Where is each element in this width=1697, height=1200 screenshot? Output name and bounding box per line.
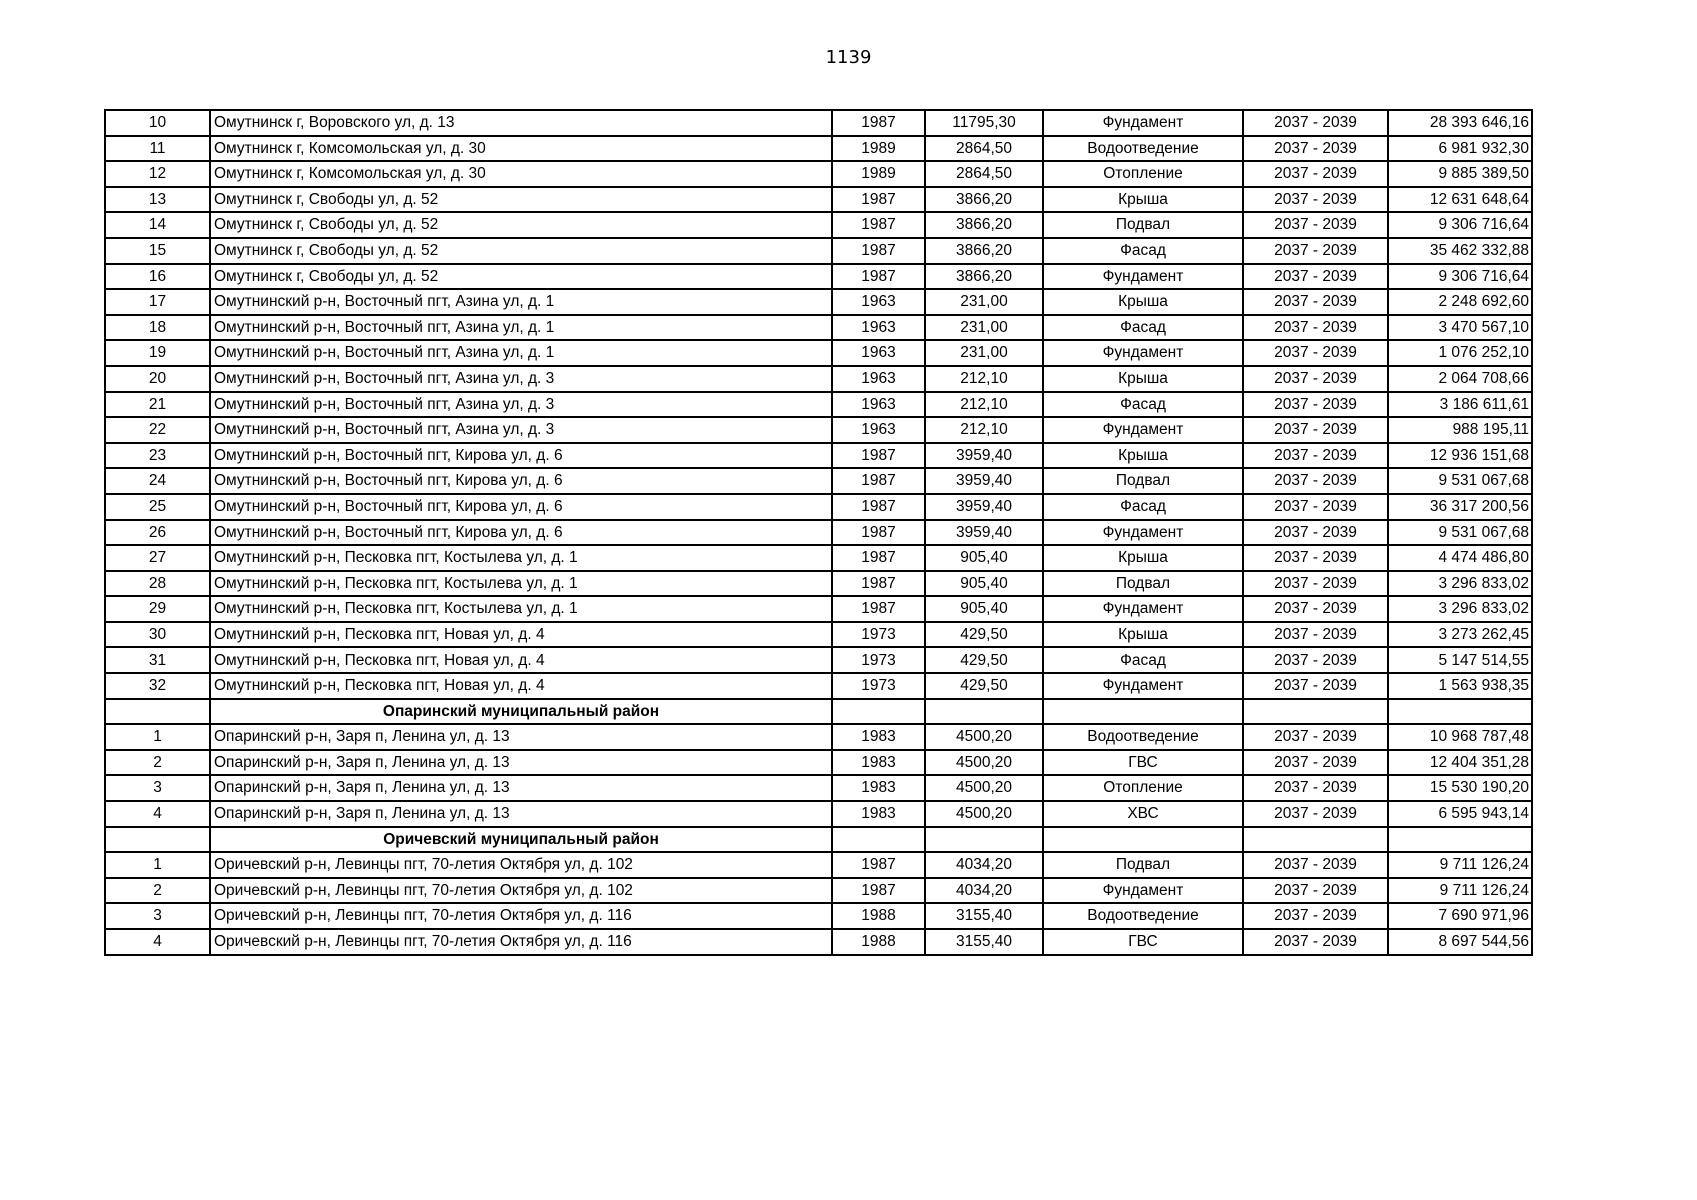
cost-cell: 2 064 708,66 — [1388, 366, 1532, 392]
period-cell: 2037 - 2039 — [1243, 443, 1388, 469]
work-type-cell: Фасад — [1043, 238, 1243, 264]
cost-cell: 8 697 544,56 — [1388, 929, 1532, 955]
cost-cell: 6 595 943,14 — [1388, 801, 1532, 827]
address-cell: Омутнинский р-н, Песковка пгт, Новая ул, д. 4 — [210, 673, 832, 699]
period-cell: 2037 - 2039 — [1243, 417, 1388, 443]
area-cell: 905,40 — [925, 571, 1043, 597]
address-cell: Омутнинский р-н, Песковка пгт, Новая ул, д. 4 — [210, 622, 832, 648]
row-number: 30 — [105, 622, 210, 648]
repair-schedule-table — [104, 109, 1533, 956]
period-cell: 2037 - 2039 — [1243, 596, 1388, 622]
table-row — [105, 315, 1532, 341]
work-type-cell: Фасад — [1043, 647, 1243, 673]
table-row — [105, 136, 1532, 162]
work-type-cell: Крыша — [1043, 289, 1243, 315]
empty-cell — [832, 699, 925, 725]
area-cell: 429,50 — [925, 622, 1043, 648]
address-cell: Омутнинск г, Комсомольская ул, д. 30 — [210, 136, 832, 162]
row-number — [105, 827, 210, 853]
table-row — [105, 238, 1532, 264]
period-cell: 2037 - 2039 — [1243, 187, 1388, 213]
address-cell: Опаринский р-н, Заря п, Ленина ул, д. 13 — [210, 775, 832, 801]
work-type-cell: Фундамент — [1043, 340, 1243, 366]
work-type-cell: Подвал — [1043, 212, 1243, 238]
area-cell: 429,50 — [925, 673, 1043, 699]
work-type-cell: ХВС — [1043, 801, 1243, 827]
period-cell: 2037 - 2039 — [1243, 724, 1388, 750]
cost-cell: 28 393 646,16 — [1388, 110, 1532, 136]
cost-cell: 9 885 389,50 — [1388, 161, 1532, 187]
address-cell: Омутнинский р-н, Восточный пгт, Азина ул, д. 3 — [210, 392, 832, 418]
table-row — [105, 443, 1532, 469]
cost-cell: 3 296 833,02 — [1388, 596, 1532, 622]
work-type-cell: Фундамент — [1043, 878, 1243, 904]
work-type-cell: Водоотведение — [1043, 136, 1243, 162]
table-row — [105, 392, 1532, 418]
cost-cell: 36 317 200,56 — [1388, 494, 1532, 520]
year-built-cell: 1987 — [832, 443, 925, 469]
cost-cell: 9 711 126,24 — [1388, 852, 1532, 878]
work-type-cell: Фундамент — [1043, 110, 1243, 136]
row-number: 15 — [105, 238, 210, 264]
cost-cell: 9 531 067,68 — [1388, 468, 1532, 494]
work-type-cell: Крыша — [1043, 443, 1243, 469]
cost-cell: 2 248 692,60 — [1388, 289, 1532, 315]
area-cell: 3155,40 — [925, 929, 1043, 955]
period-cell: 2037 - 2039 — [1243, 340, 1388, 366]
row-number: 11 — [105, 136, 210, 162]
district-header-row — [105, 699, 1532, 725]
work-type-cell: Фундамент — [1043, 596, 1243, 622]
period-cell: 2037 - 2039 — [1243, 622, 1388, 648]
table-row — [105, 878, 1532, 904]
work-type-cell: Фундамент — [1043, 264, 1243, 290]
year-built-cell: 1987 — [832, 187, 925, 213]
area-cell: 905,40 — [925, 596, 1043, 622]
area-cell: 429,50 — [925, 647, 1043, 673]
table-row — [105, 289, 1532, 315]
address-cell: Омутнинский р-н, Восточный пгт, Азина ул, д. 1 — [210, 315, 832, 341]
year-built-cell: 1963 — [832, 289, 925, 315]
address-cell: Оричевский р-н, Левинцы пгт, 70-летия Октября ул, д. 116 — [210, 929, 832, 955]
year-built-cell: 1987 — [832, 468, 925, 494]
table-row — [105, 596, 1532, 622]
row-number — [105, 699, 210, 725]
row-number: 18 — [105, 315, 210, 341]
period-cell: 2037 - 2039 — [1243, 392, 1388, 418]
row-number: 3 — [105, 903, 210, 929]
row-number: 31 — [105, 647, 210, 673]
area-cell: 905,40 — [925, 545, 1043, 571]
year-built-cell: 1987 — [832, 596, 925, 622]
period-cell: 2037 - 2039 — [1243, 750, 1388, 776]
year-built-cell: 1987 — [832, 545, 925, 571]
empty-cell — [1043, 827, 1243, 853]
row-number: 2 — [105, 878, 210, 904]
table-row — [105, 417, 1532, 443]
table-row — [105, 724, 1532, 750]
row-number: 4 — [105, 929, 210, 955]
cost-cell: 9 306 716,64 — [1388, 264, 1532, 290]
area-cell: 4034,20 — [925, 878, 1043, 904]
table-row — [105, 187, 1532, 213]
year-built-cell: 1988 — [832, 903, 925, 929]
period-cell: 2037 - 2039 — [1243, 212, 1388, 238]
table-row — [105, 366, 1532, 392]
cost-cell: 12 404 351,28 — [1388, 750, 1532, 776]
empty-cell — [1243, 827, 1388, 853]
work-type-cell: Отопление — [1043, 161, 1243, 187]
year-built-cell: 1963 — [832, 417, 925, 443]
cost-cell: 9 531 067,68 — [1388, 520, 1532, 546]
work-type-cell: ГВС — [1043, 929, 1243, 955]
year-built-cell: 1987 — [832, 212, 925, 238]
cost-cell: 6 981 932,30 — [1388, 136, 1532, 162]
address-cell: Оричевский р-н, Левинцы пгт, 70-летия Октября ул, д. 116 — [210, 903, 832, 929]
work-type-cell: Крыша — [1043, 622, 1243, 648]
period-cell: 2037 - 2039 — [1243, 775, 1388, 801]
year-built-cell: 1987 — [832, 238, 925, 264]
address-cell: Омутнинский р-н, Восточный пгт, Азина ул, д. 3 — [210, 366, 832, 392]
address-cell: Омутнинск г, Воровского ул, д. 13 — [210, 110, 832, 136]
work-type-cell: Фундамент — [1043, 520, 1243, 546]
table-row — [105, 212, 1532, 238]
row-number: 21 — [105, 392, 210, 418]
period-cell: 2037 - 2039 — [1243, 852, 1388, 878]
area-cell: 4500,20 — [925, 750, 1043, 776]
cost-cell: 4 474 486,80 — [1388, 545, 1532, 571]
address-cell: Омутнинский р-н, Песковка пгт, Костылева ул, д. 1 — [210, 596, 832, 622]
area-cell: 3959,40 — [925, 520, 1043, 546]
period-cell: 2037 - 2039 — [1243, 264, 1388, 290]
work-type-cell: Фасад — [1043, 315, 1243, 341]
year-built-cell: 1983 — [832, 750, 925, 776]
cost-cell: 5 147 514,55 — [1388, 647, 1532, 673]
period-cell: 2037 - 2039 — [1243, 289, 1388, 315]
year-built-cell: 1987 — [832, 520, 925, 546]
row-number: 25 — [105, 494, 210, 520]
address-cell: Омутнинский р-н, Восточный пгт, Азина ул, д. 1 — [210, 289, 832, 315]
table-row — [105, 340, 1532, 366]
year-built-cell: 1983 — [832, 724, 925, 750]
work-type-cell: Отопление — [1043, 775, 1243, 801]
address-cell: Омутнинский р-н, Песковка пгт, Новая ул, д. 4 — [210, 647, 832, 673]
work-type-cell: Водоотведение — [1043, 903, 1243, 929]
area-cell: 3959,40 — [925, 468, 1043, 494]
year-built-cell: 1987 — [832, 571, 925, 597]
row-number: 16 — [105, 264, 210, 290]
year-built-cell: 1989 — [832, 161, 925, 187]
area-cell: 3866,20 — [925, 212, 1043, 238]
address-cell: Омутнинский р-н, Песковка пгт, Костылева ул, д. 1 — [210, 571, 832, 597]
work-type-cell: Фундамент — [1043, 417, 1243, 443]
table-row — [105, 903, 1532, 929]
area-cell: 2864,50 — [925, 136, 1043, 162]
address-cell: Омутнинск г, Свободы ул, д. 52 — [210, 212, 832, 238]
table-row — [105, 622, 1532, 648]
district-header-row — [105, 827, 1532, 853]
year-built-cell: 1963 — [832, 366, 925, 392]
table-row — [105, 775, 1532, 801]
work-type-cell: Фасад — [1043, 494, 1243, 520]
address-cell: Омутнинский р-н, Восточный пгт, Кирова ул, д. 6 — [210, 468, 832, 494]
year-built-cell: 1983 — [832, 801, 925, 827]
cost-cell: 3 273 262,45 — [1388, 622, 1532, 648]
year-built-cell: 1987 — [832, 264, 925, 290]
empty-cell — [1388, 827, 1532, 853]
period-cell: 2037 - 2039 — [1243, 366, 1388, 392]
cost-cell: 1 563 938,35 — [1388, 673, 1532, 699]
address-cell: Опаринский р-н, Заря п, Ленина ул, д. 13 — [210, 750, 832, 776]
row-number: 12 — [105, 161, 210, 187]
period-cell: 2037 - 2039 — [1243, 238, 1388, 264]
row-number: 14 — [105, 212, 210, 238]
row-number: 2 — [105, 750, 210, 776]
period-cell: 2037 - 2039 — [1243, 136, 1388, 162]
period-cell: 2037 - 2039 — [1243, 878, 1388, 904]
year-built-cell: 1963 — [832, 340, 925, 366]
cost-cell: 3 186 611,61 — [1388, 392, 1532, 418]
period-cell: 2037 - 2039 — [1243, 673, 1388, 699]
row-number: 24 — [105, 468, 210, 494]
work-type-cell: Крыша — [1043, 366, 1243, 392]
table-row — [105, 264, 1532, 290]
cost-cell: 1 076 252,10 — [1388, 340, 1532, 366]
year-built-cell: 1973 — [832, 673, 925, 699]
row-number: 17 — [105, 289, 210, 315]
cost-cell: 3 470 567,10 — [1388, 315, 1532, 341]
address-cell: Омутнинский р-н, Восточный пгт, Кирова ул, д. 6 — [210, 443, 832, 469]
cost-cell: 12 936 151,68 — [1388, 443, 1532, 469]
table-row — [105, 673, 1532, 699]
work-type-cell: Фундамент — [1043, 673, 1243, 699]
work-type-cell: Крыша — [1043, 187, 1243, 213]
area-cell: 212,10 — [925, 417, 1043, 443]
empty-cell — [925, 827, 1043, 853]
year-built-cell: 1988 — [832, 929, 925, 955]
table-row — [105, 494, 1532, 520]
empty-cell — [1388, 699, 1532, 725]
period-cell: 2037 - 2039 — [1243, 571, 1388, 597]
row-number: 27 — [105, 545, 210, 571]
row-number: 20 — [105, 366, 210, 392]
address-cell: Омутнинск г, Свободы ул, д. 52 — [210, 187, 832, 213]
empty-cell — [925, 699, 1043, 725]
table-row — [105, 545, 1532, 571]
year-built-cell: 1987 — [832, 494, 925, 520]
area-cell: 212,10 — [925, 392, 1043, 418]
year-built-cell: 1987 — [832, 852, 925, 878]
table-row — [105, 468, 1532, 494]
table-row — [105, 161, 1532, 187]
table-row — [105, 520, 1532, 546]
period-cell: 2037 - 2039 — [1243, 801, 1388, 827]
address-cell: Омутнинский р-н, Песковка пгт, Костылева ул, д. 1 — [210, 545, 832, 571]
work-type-cell: Водоотведение — [1043, 724, 1243, 750]
address-cell: Омутнинский р-н, Восточный пгт, Азина ул, д. 3 — [210, 417, 832, 443]
year-built-cell: 1987 — [832, 110, 925, 136]
work-type-cell: Подвал — [1043, 852, 1243, 878]
work-type-cell: Подвал — [1043, 571, 1243, 597]
period-cell: 2037 - 2039 — [1243, 468, 1388, 494]
row-number: 1 — [105, 852, 210, 878]
row-number: 32 — [105, 673, 210, 699]
address-cell: Омутнинский р-н, Восточный пгт, Кирова ул, д. 6 — [210, 520, 832, 546]
area-cell: 231,00 — [925, 340, 1043, 366]
row-number: 29 — [105, 596, 210, 622]
table-row — [105, 929, 1532, 955]
area-cell: 3866,20 — [925, 264, 1043, 290]
address-cell: Оричевский р-н, Левинцы пгт, 70-летия Октября ул, д. 102 — [210, 852, 832, 878]
work-type-cell: Фасад — [1043, 392, 1243, 418]
area-cell: 3155,40 — [925, 903, 1043, 929]
address-cell: Омутнинск г, Комсомольская ул, д. 30 — [210, 161, 832, 187]
area-cell: 212,10 — [925, 366, 1043, 392]
period-cell: 2037 - 2039 — [1243, 161, 1388, 187]
row-number: 4 — [105, 801, 210, 827]
year-built-cell: 1989 — [832, 136, 925, 162]
area-cell: 3866,20 — [925, 187, 1043, 213]
period-cell: 2037 - 2039 — [1243, 903, 1388, 929]
table-row — [105, 110, 1532, 136]
area-cell: 3866,20 — [925, 238, 1043, 264]
period-cell: 2037 - 2039 — [1243, 929, 1388, 955]
row-number: 23 — [105, 443, 210, 469]
period-cell: 2037 - 2039 — [1243, 520, 1388, 546]
work-type-cell: Крыша — [1043, 545, 1243, 571]
empty-cell — [1043, 699, 1243, 725]
work-type-cell: Подвал — [1043, 468, 1243, 494]
address-cell: Опаринский р-н, Заря п, Ленина ул, д. 13 — [210, 724, 832, 750]
cost-cell: 988 195,11 — [1388, 417, 1532, 443]
cost-cell: 7 690 971,96 — [1388, 903, 1532, 929]
period-cell: 2037 - 2039 — [1243, 494, 1388, 520]
table-row — [105, 852, 1532, 878]
row-number: 10 — [105, 110, 210, 136]
cost-cell: 10 968 787,48 — [1388, 724, 1532, 750]
empty-cell — [1243, 699, 1388, 725]
area-cell: 4500,20 — [925, 724, 1043, 750]
row-number: 13 — [105, 187, 210, 213]
area-cell: 2864,50 — [925, 161, 1043, 187]
table-body — [105, 110, 1532, 955]
address-cell: Опаринский р-н, Заря п, Ленина ул, д. 13 — [210, 801, 832, 827]
district-name: Оричевский муниципальный район — [210, 827, 832, 853]
district-name: Опаринский муниципальный район — [210, 699, 832, 725]
row-number: 3 — [105, 775, 210, 801]
cost-cell: 12 631 648,64 — [1388, 187, 1532, 213]
period-cell: 2037 - 2039 — [1243, 545, 1388, 571]
period-cell: 2037 - 2039 — [1243, 110, 1388, 136]
row-number: 22 — [105, 417, 210, 443]
row-number: 1 — [105, 724, 210, 750]
area-cell: 4034,20 — [925, 852, 1043, 878]
year-built-cell: 1983 — [832, 775, 925, 801]
address-cell: Омутнинский р-н, Восточный пгт, Азина ул, д. 1 — [210, 340, 832, 366]
period-cell: 2037 - 2039 — [1243, 647, 1388, 673]
address-cell: Оричевский р-н, Левинцы пгт, 70-летия Октября ул, д. 102 — [210, 878, 832, 904]
year-built-cell: 1963 — [832, 315, 925, 341]
year-built-cell: 1973 — [832, 622, 925, 648]
empty-cell — [832, 827, 925, 853]
cost-cell: 35 462 332,88 — [1388, 238, 1532, 264]
table-row — [105, 571, 1532, 597]
area-cell: 4500,20 — [925, 801, 1043, 827]
table-row — [105, 750, 1532, 776]
row-number: 19 — [105, 340, 210, 366]
address-cell: Омутнинский р-н, Восточный пгт, Кирова ул, д. 6 — [210, 494, 832, 520]
cost-cell: 3 296 833,02 — [1388, 571, 1532, 597]
area-cell: 3959,40 — [925, 443, 1043, 469]
address-cell: Омутнинск г, Свободы ул, д. 52 — [210, 264, 832, 290]
area-cell: 231,00 — [925, 289, 1043, 315]
row-number: 26 — [105, 520, 210, 546]
row-number: 28 — [105, 571, 210, 597]
cost-cell: 15 530 190,20 — [1388, 775, 1532, 801]
table-row — [105, 801, 1532, 827]
year-built-cell: 1973 — [832, 647, 925, 673]
work-type-cell: ГВС — [1043, 750, 1243, 776]
area-cell: 4500,20 — [925, 775, 1043, 801]
period-cell: 2037 - 2039 — [1243, 315, 1388, 341]
page-number: 1139 — [825, 47, 872, 68]
table-row — [105, 647, 1532, 673]
area-cell: 231,00 — [925, 315, 1043, 341]
cost-cell: 9 711 126,24 — [1388, 878, 1532, 904]
area-cell: 3959,40 — [925, 494, 1043, 520]
year-built-cell: 1987 — [832, 878, 925, 904]
address-cell: Омутнинск г, Свободы ул, д. 52 — [210, 238, 832, 264]
area-cell: 11795,30 — [925, 110, 1043, 136]
cost-cell: 9 306 716,64 — [1388, 212, 1532, 238]
year-built-cell: 1963 — [832, 392, 925, 418]
